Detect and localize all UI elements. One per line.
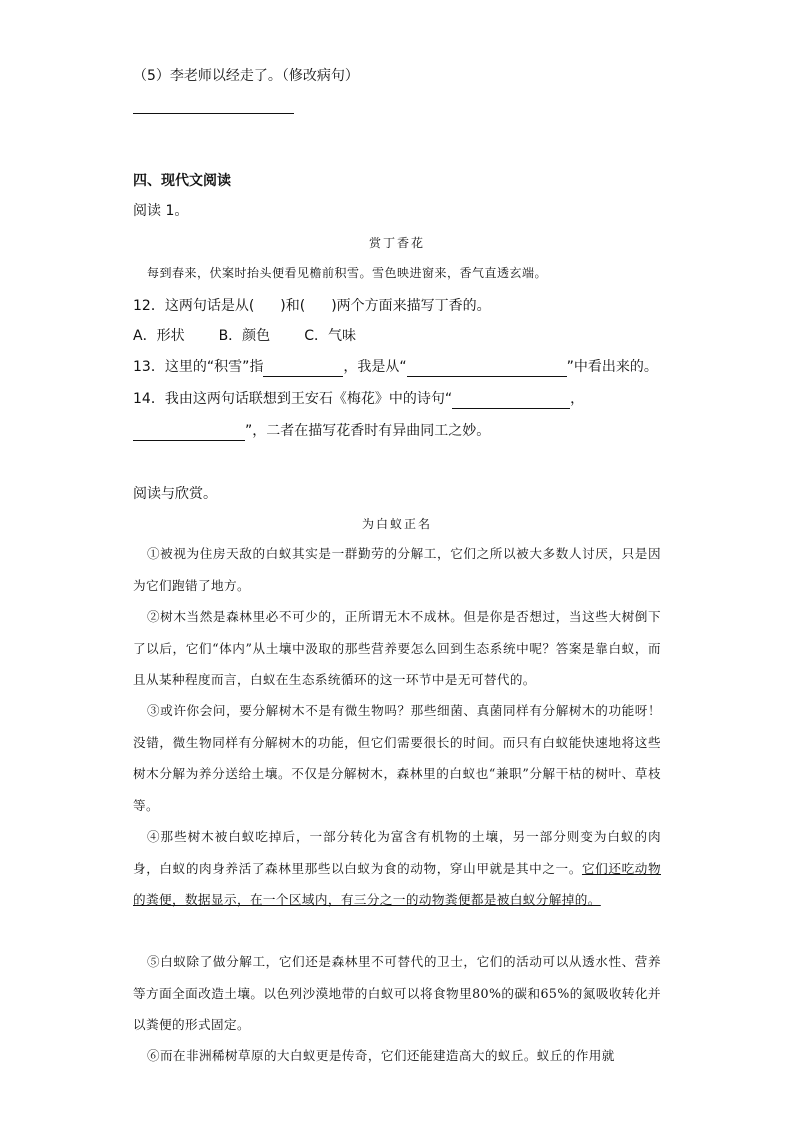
- q13-suffix: ”中看出来的。: [566, 359, 658, 375]
- q13-blank-1[interactable]: [263, 361, 343, 377]
- poem-line: 每到春来，伏案时抬头便看见檐前积雪。雪色映进窗来，香气直透玄端。: [147, 266, 548, 280]
- q13-prefix: 13．这里的“积雪”指: [133, 359, 264, 375]
- paragraph-1: [133, 538, 661, 601]
- paragraph-2: [133, 601, 661, 696]
- poem-title: 赏丁香花: [368, 236, 425, 250]
- paragraph-3-text: ③或许你会问，要分解树木不是有微生物吗？那些细菌、真菌同样有分解树木的功能呀！没错，微生物同样有分解树木的功能，但它们需要很长的时间。而只有白蚁能快速地将这些树木分解为养分送给土壤。不仅是分解树木，森林里的白蚁也“兼职”分解干枯的树叶、草枝等。: [133, 703, 661, 813]
- q14-comma: ，: [570, 391, 585, 407]
- question-13: [133, 357, 658, 377]
- paragraph-1-text: ①被视为住房天敌的白蚁其实是一群勤劳的分解工，它们之所以被大多数人讨厌，只是因为它们跑错了地方。: [133, 546, 661, 593]
- question-5: [133, 66, 359, 86]
- reading2-label: 阅读与欣赏。: [133, 486, 217, 502]
- q14-prefix: 14．我由这两句话联想到王安石《梅花》中的诗句“: [133, 391, 453, 407]
- option-a[interactable]: A．形状: [133, 328, 185, 344]
- option-c[interactable]: C．气味: [304, 328, 356, 344]
- paragraph-6: [133, 1040, 661, 1072]
- question-12: [133, 296, 491, 316]
- paragraph-2-text: ②树木当然是森林里必不可少的，正所谓无木不成林。但是你是否想过，当这些大树倒下了以后，它们“体内”从土壤中汲取的那些营养要怎么回到生态系统中呢？答案是靠白蚁，而且从某种程度而言，白蚁在生态系统循环的这一环节中是无可替代的。: [133, 609, 661, 687]
- q12-prefix: 12．这两句话是从(: [133, 298, 255, 314]
- paragraph-5-text: ⑤白蚁除了做分解工，它们还是森林里不可替代的卫士，它们的活动可以从透水性、营养等方面全面改造土壤。以色列沙漠地带的白蚁可以将食物里80%的碳和65%的氮吸收转化并以粪便的形式固定。: [133, 954, 661, 1032]
- paragraph-4: [133, 821, 661, 916]
- paragraph-5: [133, 946, 661, 1041]
- q14-blank-2[interactable]: [133, 425, 245, 441]
- options-row: [133, 326, 390, 346]
- reading1-label: 阅读 1。: [133, 203, 189, 219]
- paragraph-4-underlined: 它们还吃动物的粪便，数据显示，在一个区域内，有三分之一的动物粪便都是被白蚁分解掉的。: [133, 860, 661, 907]
- q14-suffix: ”，二者在描写花香时有异曲同工之妙。: [245, 423, 491, 439]
- question-14-line1: [133, 389, 584, 409]
- q13-mid: ，我是从“: [343, 359, 407, 375]
- q14-blank-1[interactable]: [452, 393, 570, 409]
- question-14-line2: [133, 421, 490, 441]
- answer-line-q5[interactable]: [133, 98, 294, 114]
- question-5-text: （5）李老师以经走了。（修改病句）: [133, 68, 359, 84]
- q13-blank-2[interactable]: [407, 361, 567, 377]
- q12-suffix: )两个方面来描写丁香的。: [331, 298, 491, 314]
- section-heading: 四、现代文阅读: [133, 173, 231, 189]
- q12-mid: )和(: [280, 298, 306, 314]
- article-title: 为白蚁正名: [361, 517, 432, 531]
- option-b[interactable]: B．颜色: [218, 328, 271, 344]
- paragraph-3: [133, 695, 661, 821]
- paragraph-4-text: ④那些树木被白蚁吃掉后，一部分转化为富含有机物的土壤，另一部分则变为白蚁的肉身，白蚁的肉身养活了森林里那些以白蚁为食的动物，穿山甲就是其中之一。: [133, 829, 661, 876]
- paragraph-6-text: ⑥而在非洲稀树草原的大白蚁更是传奇，它们还能建造高大的蚁丘。蚁丘的作用就: [147, 1048, 615, 1063]
